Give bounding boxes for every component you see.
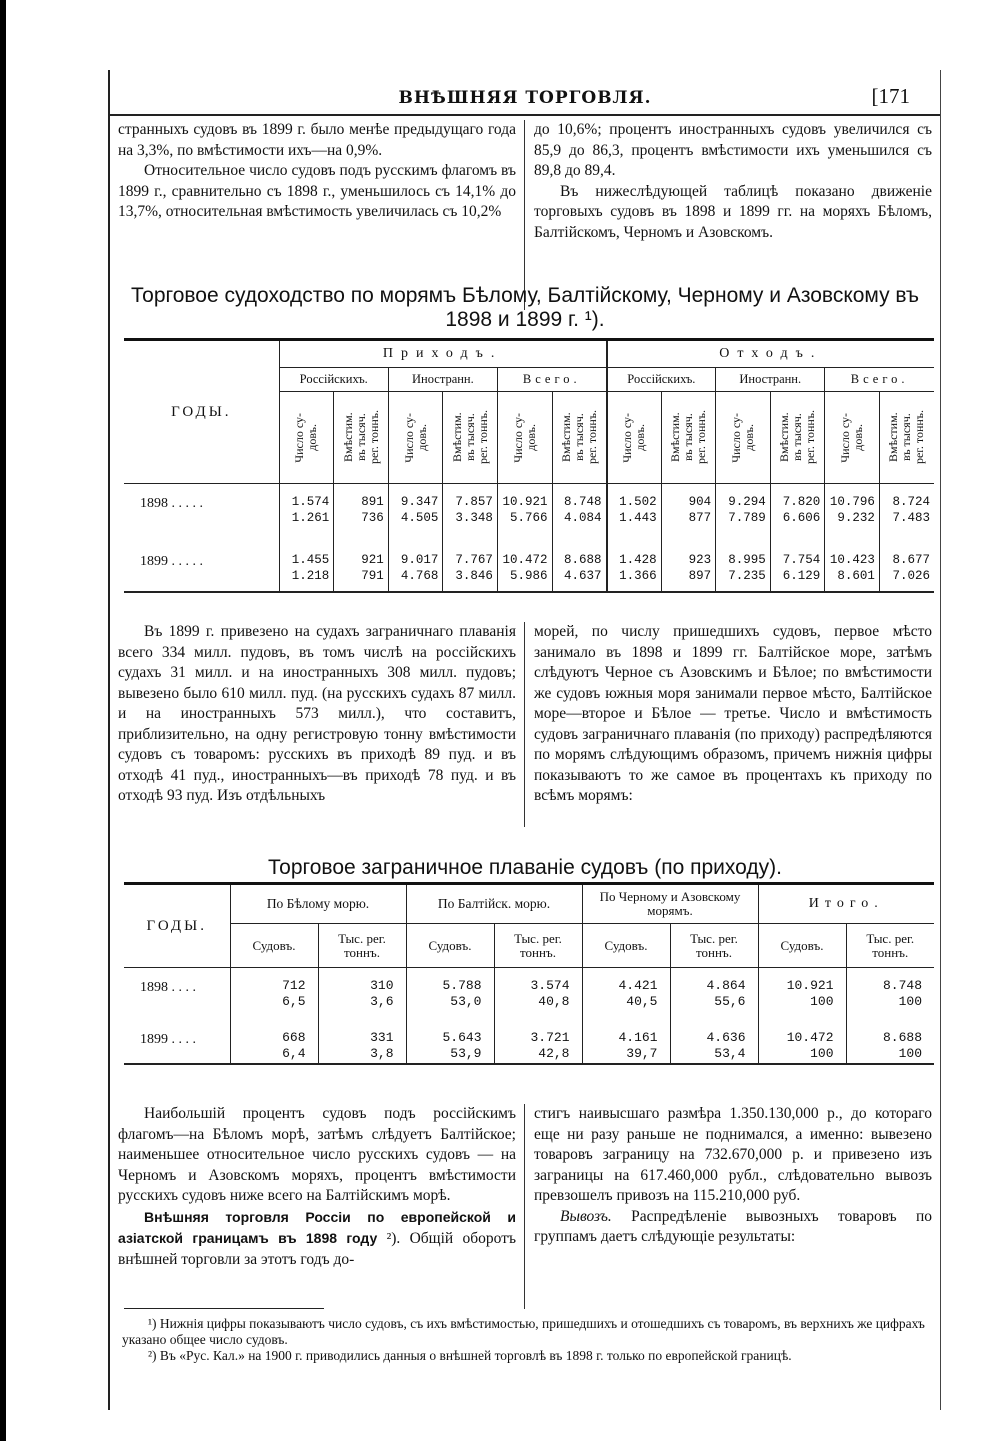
cell-value-upper: 712: [282, 978, 306, 993]
col-header-tons: Тыс. рег. тоннъ.: [670, 924, 758, 968]
cell-value-lower: 6,4: [282, 1045, 306, 1061]
cell-value-upper: 8.688: [564, 552, 602, 567]
cell-value-lower: 897: [688, 568, 712, 583]
cell-value-upper: 923: [688, 552, 712, 567]
cell-value-lower: 100: [898, 994, 922, 1009]
cell-value-lower: 1.366: [619, 568, 657, 583]
col-header-ships: Судовъ.: [582, 924, 670, 968]
cell-value-upper: 8.748: [882, 978, 922, 993]
cell-value-lower: 53,0: [450, 994, 482, 1009]
table-cell: [279, 484, 334, 542]
column-right-bottom: [534, 1104, 932, 1248]
table-cell: [443, 484, 498, 542]
cell-value-lower: 5.986: [509, 568, 548, 583]
cell-value-lower: 53,4: [714, 1045, 746, 1061]
table-cell: [334, 484, 389, 542]
cell-value-upper: 7.820: [782, 495, 821, 509]
paragraph: странныхъ судовъ въ 1899 г. было менѣе предыдущаго года на 3,3%, по вмѣстимости ихъ—на 0,9%.: [118, 121, 516, 159]
col-header-count: Число су- довъ.: [510, 412, 538, 463]
table-cell: [825, 542, 880, 592]
group-header: По Бѣлому морю.: [230, 884, 406, 924]
cell-value-upper: 10.921: [786, 978, 834, 993]
cell-value-upper: 1.455: [291, 552, 330, 567]
paragraph: Наибольшій процентъ судовъ подъ россійскимъ флагомъ—на Бѣломъ морѣ, затѣмъ слѣдуетъ Балтійское; наименьшее относительное число русскихъ судовъ — на Черномъ и Азовскомъ моряхъ, процентъ вмѣстимости русскихъ судовъ ниже всего на Балтійскимъ морѣ.: [118, 1105, 516, 1204]
table-cell: [716, 542, 771, 592]
col-header-capacity: Вмѣстим. въ тысяч. рег. тоннъ.: [449, 410, 490, 465]
cell-value-lower: 4.505: [400, 511, 439, 525]
table-cell: [770, 484, 825, 542]
cell-value-upper: 5.643: [442, 1029, 482, 1045]
row-year: 1899 . . . .: [124, 1020, 230, 1064]
cell-value-upper: 904: [688, 495, 712, 509]
paragraph-tail: ²). Общій оборотъ внѣшней торговли за этотъ годъ до-: [118, 1230, 516, 1268]
footnote: ¹) Нижнія цифры показываютъ число судовъ, съ ихъ вмѣстимостью, пришедшихъ и отошедшихъ съ товаромъ, въ верхнихъ же цифрахъ указано общее число судовъ.: [122, 1316, 925, 1347]
paragraph: Въ 1899 г. привезено на судахъ заграничнаго плаванія всего 334 милл. пудовъ, въ томъ числѣ на россійскихъ судахъ 31 милл. и на иностранныхъ 308 милл. пудовъ; вывезено было 610 милл. пуд. (на русскихъ судахъ 87 милл. и на иностранныхъ 573 милл.), что составитъ, приблизительно, на одну регистровую тонну вмѣстимости судовъ съ товаромъ: русскихъ въ приходѣ 89 пуд. и въ отходѣ 41 пуд., иностранныхъ—въ приходѣ 78 пуд. и въ отходѣ 93 пуд. Изъ отдѣльныхъ: [118, 623, 516, 804]
row-year: 1898 . . . .: [124, 968, 230, 1020]
cell-value-upper: 7.767: [455, 552, 493, 567]
col-header-ships: Судовъ.: [406, 924, 494, 968]
col-header-ships: Судовъ.: [758, 924, 846, 968]
table-cell: [318, 968, 406, 1020]
table-cell: [607, 484, 662, 542]
cell-value-lower: 100: [810, 1045, 834, 1061]
table-cell: [670, 968, 758, 1020]
years-header: ГОДЫ.: [124, 340, 279, 484]
subgroup-header: Россійскихъ.: [607, 368, 716, 392]
cell-value-upper: 9.017: [400, 552, 439, 567]
table-cell: [582, 1020, 670, 1064]
cell-value-upper: 7.857: [455, 495, 493, 509]
table-cell: [388, 484, 443, 542]
col-header-capacity: Вмѣстим. въ тысяч. рег. тоннъ.: [340, 410, 381, 465]
subgroup-header: Россійскихъ.: [279, 368, 388, 392]
table-cell: [279, 542, 334, 592]
cell-value-upper: 8.688: [882, 1029, 922, 1045]
cell-value-upper: 4.636: [706, 1029, 746, 1045]
cell-value-lower: 7.026: [892, 568, 930, 583]
table-cell: [661, 542, 716, 592]
table-cell: [661, 484, 716, 542]
cell-value-upper: 1.574: [291, 495, 330, 509]
col-header-count: Число су- довъ.: [838, 412, 866, 463]
cell-value-lower: 4.637: [564, 568, 602, 583]
table-cell: [443, 542, 498, 592]
cell-value-lower: 6.606: [782, 511, 821, 525]
cell-value-upper: 8.748: [564, 495, 602, 509]
page-edge-mark: [0, 0, 6, 1441]
cell-value-lower: 8.601: [837, 568, 875, 583]
cell-value-lower: 40,8: [538, 994, 570, 1009]
table-cell: [494, 968, 582, 1020]
footnotes: [122, 1316, 932, 1364]
page: [108, 70, 941, 1410]
cell-value-lower: 53,9: [450, 1045, 482, 1061]
table-cell: [230, 968, 318, 1020]
table-cell: [406, 1020, 494, 1064]
cell-value-upper: 9.347: [400, 495, 439, 509]
table-row: [124, 1020, 934, 1064]
cell-value-upper: 8.995: [728, 552, 766, 567]
column-left-bottom: [118, 1104, 516, 1270]
cell-value-upper: 5.788: [442, 978, 482, 993]
cell-value-lower: 3.846: [455, 568, 493, 583]
subgroup-header: Всего.: [497, 368, 606, 392]
cell-value-upper: 3.574: [530, 978, 570, 993]
table-cell: [497, 484, 552, 542]
group-header: По Черному и Азовскому морямъ.: [582, 884, 758, 924]
cell-value-lower: 1.218: [291, 568, 330, 583]
cell-value-upper: 891: [361, 495, 384, 509]
cell-value-lower: 3,6: [370, 994, 394, 1009]
cell-value-lower: 42,8: [538, 1045, 570, 1061]
table-cell: [846, 968, 934, 1020]
table-cell: [406, 968, 494, 1020]
table-cell: [825, 484, 880, 542]
paragraph: Относительное число судовъ подъ русскимъ флагомъ въ 1899 г., сравнительно съ 1898 г., уменьшилось съ 14,1% до 13,7%, относительная вмѣстимость увеличилась съ 10,2%: [118, 162, 516, 220]
table-cell: [607, 542, 662, 592]
table-cell: [770, 542, 825, 592]
cell-value-lower: 100: [898, 1045, 922, 1061]
cell-value-lower: 4.768: [400, 568, 439, 583]
column-right-mid: [534, 622, 932, 807]
cell-value-upper: 3.721: [530, 1029, 570, 1045]
cell-value-lower: 6.129: [782, 568, 821, 583]
cell-value-upper: 8.724: [892, 495, 930, 509]
column-divider: [524, 120, 525, 310]
table-row: [124, 542, 934, 592]
cell-value-lower: 39,7: [626, 1045, 658, 1061]
paragraph: до 10,6%; процентъ иностранныхъ судовъ увеличился съ 85,9 до 86,3, процентъ вмѣстимости ихъ уменьшился съ 89,8 до 89,4.: [534, 121, 932, 179]
table-cell: [494, 1020, 582, 1064]
col-header-ships: Судовъ.: [230, 924, 318, 968]
cell-value-lower: 4.084: [564, 511, 602, 525]
years-header: ГОДЫ.: [124, 884, 230, 968]
cell-value-upper: 7.754: [782, 552, 821, 567]
table-cell: [552, 484, 607, 542]
table-cell: [758, 1020, 846, 1064]
group-header: Итого.: [758, 884, 934, 924]
table-cell: [318, 1020, 406, 1064]
cell-value-upper: 921: [361, 552, 384, 567]
column-divider: [524, 622, 525, 827]
table-cell: [879, 484, 934, 542]
cell-value-upper: 8.677: [892, 552, 930, 567]
col-header-capacity: Вмѣстим. въ тысяч. рег. тоннъ.: [558, 410, 599, 465]
table-cell: [716, 484, 771, 542]
cell-value-upper: 4.864: [706, 978, 746, 993]
table-cell: [758, 968, 846, 1020]
col-header-count: Число су- довъ.: [292, 412, 320, 463]
page-number: [171: [871, 84, 910, 108]
col-header-capacity: Вмѣстим. въ тысяч. рег. тоннъ.: [777, 410, 818, 465]
cell-value-lower: 100: [810, 994, 834, 1009]
table-cell: [334, 542, 389, 592]
subgroup-header: Всего.: [825, 368, 934, 392]
col-header-tons: Тыс. рег. тоннъ.: [866, 930, 915, 960]
subgroup-header: Иностранн.: [716, 368, 825, 392]
footnote: ²) Въ «Рус. Кал.» на 1900 г. приводились данныя о внѣшней торговлѣ въ 1898 г. только по европейской границѣ.: [148, 1348, 792, 1363]
paragraph: морей, по числу пришедшихъ судовъ, первое мѣсто занимало въ 1898 и 1899 гг. Балтійское море, затѣмъ слѣдуютъ Черное съ Азовскимъ и Бѣлое; по вмѣстимости же судовъ южныя моря занимали первое мѣсто, Балтійское море—второе и Бѣлое — третье. Число и вмѣстимость судовъ заграничнаго плаванія (по приходу) распредѣляются по морямъ слѣдующимъ образомъ, причемъ нижнія цифры показываютъ то же самое въ процентахъ къ приходу по всѣмъ морямъ:: [534, 623, 932, 804]
cell-value-lower: 877: [688, 511, 712, 525]
col-header-tons: Тыс. рег. тоннъ.: [318, 924, 406, 968]
table-cell: [388, 542, 443, 592]
table-shipping: [124, 338, 934, 593]
paragraph: стигъ наивысшаго размѣра 1.350.130,000 р., до котораго еще ни разу раньше не поднимался, а именно: вывезено товаровъ заграницу на 732.670,000 р. и привезено изъ заграницы на 617.460,000 рубл., слѣдовательно вывозъ превзошелъ привозъ на 115.210,000 руб.: [534, 1105, 932, 1204]
group-header-departure: Отходъ.: [607, 340, 934, 368]
col-header-capacity: Вмѣстим. въ тысяч. рег. тоннъ.: [667, 410, 708, 465]
column-left-top: [118, 120, 516, 223]
cell-value-upper: 1.428: [619, 552, 657, 567]
cell-value-lower: 1.443: [619, 511, 657, 525]
cell-value-lower: 3,8: [370, 1045, 394, 1061]
col-header-tons: Тыс. рег. тоннъ.: [494, 924, 582, 968]
table-cell: [846, 1020, 934, 1064]
subgroup-header: Иностранн.: [388, 368, 497, 392]
table-row: [124, 484, 934, 542]
table2-title: Торговое заграничное плаваніе судовъ (по приходу).: [268, 856, 782, 879]
cell-value-upper: 10.472: [786, 1029, 834, 1045]
cell-value-upper: 668: [282, 1029, 306, 1045]
cell-value-upper: 310: [370, 978, 394, 993]
cell-value-upper: 4.161: [618, 1029, 658, 1045]
cell-value-upper: 1.502: [619, 495, 657, 509]
cell-value-upper: 4.421: [618, 978, 658, 993]
table-row: [124, 968, 934, 1020]
cell-value-lower: 7.235: [728, 568, 766, 583]
paragraph: Въ нижеслѣдующей таблицѣ показано движеніе торговыхъ судовъ въ 1898 и 1899 гг. на моряхъ Бѣломъ, Балтійскомъ, Черномъ и Азовскомъ.: [534, 182, 932, 241]
cell-value-lower: 791: [361, 568, 384, 583]
table1-title: Торговое судоходство по морямъ Бѣлому, Балтійскому, Черному и Азовскому въ 1898 и 1899 г. ¹).: [130, 284, 920, 331]
group-header-arrival: Приходъ.: [279, 340, 606, 368]
table-cell: [230, 1020, 318, 1064]
section-heading-italic: Вывозъ.: [560, 1207, 612, 1225]
cell-value-upper: 10.796: [829, 495, 875, 509]
cell-value-lower: 6,5: [282, 994, 306, 1009]
cell-value-lower: 5.766: [509, 511, 548, 525]
cell-value-upper: 10.423: [829, 552, 875, 567]
paragraph-tail: Распредѣленіе вывозныхъ товаровъ по группамъ даетъ слѣдующіе результаты:: [534, 1207, 932, 1245]
column-left-mid: [118, 622, 516, 807]
table-cell: [582, 968, 670, 1020]
table-cell: [552, 542, 607, 592]
cell-value-upper: 10.921: [502, 495, 548, 509]
table-foreign-navigation: [124, 882, 934, 1065]
cell-value-lower: 7.789: [728, 511, 766, 525]
header-title: ВНѢШНЯЯ ТОРГОВЛЯ.: [398, 88, 652, 108]
cell-value-lower: 736: [361, 511, 384, 525]
footnote-rule: [124, 1308, 324, 1309]
cell-value-lower: 40,5: [626, 994, 658, 1009]
col-header-count: Число су- довъ.: [620, 412, 648, 463]
cell-value-upper: 9.294: [728, 495, 766, 509]
row-year: 1898 . . . . .: [124, 484, 279, 542]
group-header: По Балтійск. морю.: [406, 884, 582, 924]
cell-value-lower: 9.232: [837, 511, 875, 525]
cell-value-lower: 55,6: [714, 994, 746, 1009]
col-header-count: Число су- довъ.: [728, 412, 756, 463]
table-cell: [670, 1020, 758, 1064]
section-heading: Внѣшняя торговля Россіи по европейской и азіатской границамъ въ 1898 году: [118, 1208, 516, 1246]
table-cell: [497, 542, 552, 592]
cell-value-upper: 10.472: [502, 552, 548, 567]
cell-value-lower: 3.348: [455, 511, 493, 525]
cell-value-upper: 331: [370, 1029, 394, 1045]
running-header: [110, 70, 940, 116]
col-header-count: Число су- довъ.: [401, 412, 429, 463]
cell-value-lower: 1.261: [291, 511, 330, 525]
column-divider: [524, 1104, 525, 1309]
row-year: 1899 . . . . .: [124, 542, 279, 592]
column-right-top: [534, 120, 932, 243]
col-header-capacity: Вмѣстим. въ тысяч. рег. тоннъ.: [886, 410, 927, 465]
cell-value-lower: 7.483: [892, 511, 930, 525]
table-cell: [879, 542, 934, 592]
